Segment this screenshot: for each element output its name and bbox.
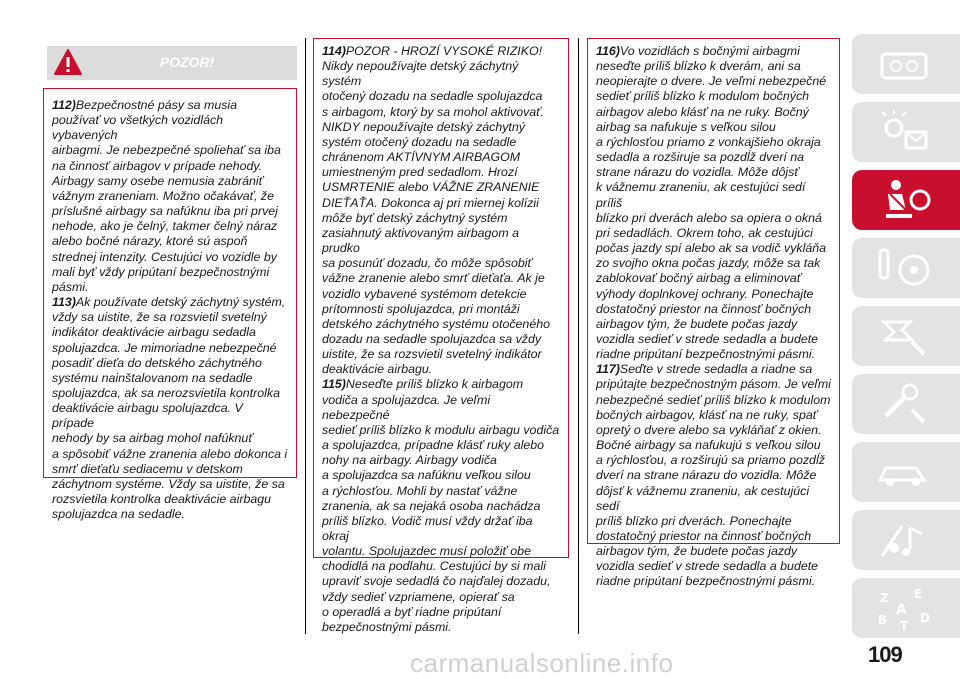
warning-item-line: spolujazdca, ak sa nerozsvietila kontrolka	[52, 385, 280, 400]
warning-item-number: 115)	[322, 377, 346, 392]
warning-item-line: pásmi.	[52, 279, 89, 294]
tab-dashboard[interactable]	[852, 34, 960, 94]
warning-item-line: zablokovať bočný airbag a eliminovať	[596, 271, 802, 286]
warning-item-line: dostatočný priestor na činnosť bočných	[596, 301, 812, 316]
warning-item-line: sa posunúť dozadu, čo môže spôsobiť	[322, 256, 532, 271]
warning-item-line: nohy na airbagy. Airbagy vodiča	[322, 453, 497, 468]
warning-item-line: príliš blízko pri dverách. Ponechajte	[596, 513, 792, 528]
warning-item-line: blízko pri dverách alebo sa opiera o okná	[596, 210, 822, 225]
warning-item-line: deaktivácie airbagu spolujazdca. V prípade	[52, 401, 243, 431]
warning-item-line: zranenia, ak sa nejaká osoba nachádza	[322, 498, 541, 513]
maintenance-icon	[872, 380, 936, 428]
svg-text:E: E	[914, 587, 923, 601]
warning-item-line: strednej intenzity. Cestujúci vo vozidle by	[52, 249, 277, 264]
warning-item-line: príliš blízko. Vodič musí vždy držať iba okraj	[322, 513, 533, 543]
column-divider	[305, 38, 306, 634]
warning-item-line: vozidla sedieť v strede sedadla a budete	[596, 559, 819, 574]
index-letters-icon	[872, 584, 936, 632]
warning-item-line: chránenom AKTÍVNYM AIRBAGOM	[322, 150, 521, 165]
warning-item-line: systém otočený dozadu na sedadle	[322, 134, 517, 149]
warning-item-line: príslušné airbagy sa nafúknu iba pri prvej	[52, 204, 278, 219]
warning-item-line: chodidlá na podlahu. Cestujúci by si mali	[322, 559, 546, 574]
warning-item-line: môže byť detský záchytný systém	[322, 210, 508, 225]
warning-item-line: NIKDY nepoužívajte detský záchytný	[322, 119, 525, 134]
warning-item-line: dostatočný priestor na činnosť bočných	[596, 529, 812, 543]
warning-item-line: USMRTENIE alebo VÁŽNE ZRANENIE	[322, 180, 540, 195]
warning-item-line: airbagov tým, že budete počas jazdy	[596, 316, 798, 331]
warning-item-line: vážne zranenie alebo smrť dieťaťa. Ak je	[322, 271, 545, 286]
warning-item-line: detského záchytného systému otočeného	[322, 316, 550, 331]
warning-item-line: indikátor deaktivácie airbagu sedadla	[52, 325, 256, 340]
warning-item-line: DIEŤAŤA. Dokonca aj pri miernej kolízii	[322, 195, 539, 210]
warning-item-line: sedadla a rozširuje sa pozdĺž dverí na	[596, 150, 805, 165]
warning-item-line: strane nárazu do vozidla. Môže dôjsť	[596, 165, 799, 180]
tab-warning-lights[interactable]	[852, 102, 960, 162]
warning-item-line: dverí na strane nárazu do vozidla. Môže	[596, 468, 817, 483]
seat-safety-icon	[872, 176, 936, 224]
warning-item-line: bočných airbagov, klásť na ne ruky, spať	[596, 407, 818, 422]
warning-item-line: Bočné airbagy sa nafukujú s veľkou silou	[596, 438, 821, 453]
warning-item-line: nebezpečné sedieť príliš blízko k modulom	[596, 392, 831, 407]
warning-item-line: vážnym zraneniam. Možno očakávať, že	[52, 188, 275, 203]
warning-header	[47, 46, 297, 80]
warning-item-line: neseďte príliš blízko k dverám, ani sa	[596, 59, 801, 74]
warning-item-text: Bezpečnostné pásy sa musia	[75, 98, 238, 112]
warning-item-line: sedieť príliš blízko k modulu airbagu vodiča	[322, 422, 560, 437]
warning-item-line: Nikdy nepoužívajte detský záchytný systém	[322, 59, 519, 89]
tab-maintenance[interactable]	[852, 374, 960, 434]
warning-item-line: rozsvietila kontrolka deaktivácie airbagu	[52, 492, 272, 507]
warning-item-number: 112)	[52, 98, 76, 112]
warning-item-line: na činnosť airbagov v prípade nehody.	[52, 158, 263, 173]
warning-title: POZOR!	[159, 54, 215, 70]
warning-item-line: deaktivácie airbagu.	[322, 362, 433, 377]
warning-item-line: riadne pripútaní bezpečnostnými pásmi.	[596, 574, 816, 589]
svg-text:B: B	[878, 613, 888, 627]
warning-item-line: riadne pripútaní bezpečnostnými pásmi.	[596, 347, 816, 362]
warning-item-line: opretý o dvere alebo sa vykláňať z okien.	[596, 422, 822, 437]
warning-item-line: zo svojho okna počas jazdy, môže sa tak	[596, 256, 821, 271]
warning-item-line: dozadu na sedadle spolujazdca sa vždy	[322, 331, 542, 346]
warning-item-line: volantu. Spolujazdec musí položiť obe	[322, 544, 531, 559]
warning-item-line: nehode, ako je čelný, takmer čelný náraz	[52, 219, 278, 234]
warning-item-line: vodiča a spolujazdca. Je veľmi nebezpečné	[322, 392, 491, 422]
car-dashboard-icon	[872, 40, 936, 88]
warning-item-line: k vážnemu zraneniu, ak cestujúci sedí príliš	[596, 180, 806, 210]
warning-item-line: Airbagy samy osebe nemusia zabrániť	[52, 173, 264, 188]
warning-item-line: pripútajte bezpečnostným pásom. Je veľmi	[596, 377, 831, 392]
warning-item-line: airbag sa nafukuje s veľkou silou	[596, 119, 776, 134]
warning-item-line: prítomnosti spolujazdca, pri montáži	[322, 301, 520, 316]
warning-item-line: a spolujazdca, prípadne klásť ruky alebo	[322, 438, 545, 453]
tab-multimedia[interactable]	[852, 510, 960, 570]
warning-item-line: smrť dieťaťu sediacemu v detskom	[52, 461, 243, 476]
warning-item-line: počas jazdy spí alebo ak sa vodič vykláňa	[596, 241, 827, 256]
tab-safety[interactable]	[852, 170, 960, 230]
warning-item-line: o operadlá a byť riadne pripútaní	[322, 604, 502, 619]
warning-item-line: s airbagom, ktorý by sa mohol aktivovať.	[322, 104, 545, 119]
warning-item-line: používať vo všetkých vozidlách vybavených	[52, 113, 224, 143]
warning-item-number: 116)	[596, 44, 620, 58]
column-divider	[578, 38, 579, 634]
tab-emergency[interactable]	[852, 306, 960, 366]
svg-text:A: A	[896, 602, 907, 618]
warning-item-first-line	[596, 44, 831, 59]
warning-box-3	[587, 38, 840, 589]
svg-text:T: T	[900, 619, 909, 632]
key-steering-icon	[872, 244, 936, 292]
warning-item-line: upraviť svoje sedadlá čo najďalej dozadu,	[322, 574, 551, 589]
warning-item-first-line	[52, 98, 288, 113]
svg-text:Z: Z	[880, 591, 889, 605]
warning-item-line: záchytnom systéme. Vždy sa uistite, že sa	[52, 476, 285, 491]
warning-item-text: POZOR - HROZÍ VYSOKÉ RIZIKO!	[345, 44, 543, 58]
warning-item-text: Ak používate detský záchytný systém,	[75, 295, 286, 310]
multimedia-icon	[872, 516, 936, 564]
warning-item-line: posadiť dieťa do detského záchytného	[52, 355, 262, 370]
warning-item-number: 113)	[52, 295, 76, 310]
warning-item-line: umiestneným pred sedadlom. Hrozí	[322, 165, 518, 180]
warning-item-line: spolujazdca. Je mimoriadne nebezpečné	[52, 340, 277, 355]
warning-item-line: airbagmi. Je nebezpečné spoliehať sa iba	[52, 143, 281, 158]
warning-item-line: airbagov tým, že budete počas jazdy	[596, 544, 798, 559]
warning-item-line: sedieť príliš blízko k modulom bočných	[596, 89, 810, 104]
warning-item-line: airbagov alebo klásť na ne ruky. Bočný	[596, 104, 809, 119]
warning-item-line: zasiahnutý aktivovaným airbagom a prudko	[322, 225, 519, 256]
warning-item-line: a rýchlosťou. Mohli by nastať vážne	[322, 483, 518, 498]
warning-item-number: 117)	[596, 362, 620, 377]
warning-item-line: a rýchlosťou priamo z vonkajšieho okraja	[596, 134, 821, 149]
warning-item-text: Vo vozidlách s bočnými airbagmi	[619, 44, 800, 58]
warning-item-text: Neseďte príliš blízko k airbagom	[345, 377, 524, 392]
warning-item-line: a spôsobiť vážne zranenia alebo dokonca i	[52, 446, 288, 461]
warning-item-first-line	[322, 44, 560, 59]
warning-item-line: pri sedadlách. Okrem toho, ak cestujúci	[596, 225, 813, 240]
tab-starting-driving[interactable]	[852, 238, 960, 298]
warning-item-line: mali byť vždy pripútaní bezpečnostnými	[52, 264, 270, 279]
warning-item-number: 114)	[322, 44, 346, 58]
svg-text:D: D	[920, 611, 930, 625]
warning-item-line: systému nainštalovanom na sedadle	[52, 370, 253, 385]
warning-item-line: a spolujazdca sa nafúknu veľkou silou	[322, 468, 531, 483]
tab-index[interactable]	[852, 578, 960, 638]
warning-item-line: vozidlo vybavené systémom detekcie	[322, 286, 527, 301]
warning-item-line: vždy sedieť vzpriamene, opierať sa	[322, 589, 515, 604]
warning-item-first-line	[322, 377, 560, 392]
warning-box-1	[43, 88, 297, 522]
warning-item-text: Seďte v strede sedadla a riadne sa	[619, 362, 813, 377]
warning-item-line: a rýchlosťou, a rozširujú sa priamo pozdĺž	[596, 453, 825, 468]
wrench-breakdown-icon	[872, 312, 936, 360]
warning-item-line: otočený dozadu na sedadle spolujazdca	[322, 89, 543, 104]
warning-item-line: spolujazdca na sedadle.	[52, 507, 185, 522]
warning-item-line: výhody doplnkovej ochrany. Ponechajte	[596, 286, 814, 301]
warning-item-line: bezpečnostnými pásmi.	[322, 619, 452, 634]
warning-item-line: alebo bočné nárazy, ktoré sú aspoň	[52, 234, 248, 249]
watermark: carmanualsonline.info	[410, 648, 674, 678]
warning-item-first-line	[52, 295, 288, 310]
warning-item-line: vždy sa uistite, že sa rozsvietil svetelný	[52, 310, 267, 325]
tab-technical-data[interactable]	[852, 442, 960, 502]
warning-item-line: dôjsť k vážnemu zraneniu, ak cestujúci sedí	[596, 483, 810, 513]
page-number: 109	[868, 642, 902, 667]
specs-car-icon	[872, 448, 936, 496]
warning-box-2	[313, 38, 569, 634]
warning-item-line: neopierajte o dvere. Je veľmi nebezpečné	[596, 74, 827, 89]
warning-item-line: vozidla sedieť v strede sedadla a budete	[596, 331, 819, 346]
warning-item-line: uistite, že sa rozsvietil svetelný indikátor	[322, 347, 542, 362]
warning-item-first-line	[596, 362, 831, 377]
warning-lights-icon	[872, 108, 936, 156]
warning-item-line: nehody by sa airbag mohol nafúknuť	[52, 431, 253, 446]
